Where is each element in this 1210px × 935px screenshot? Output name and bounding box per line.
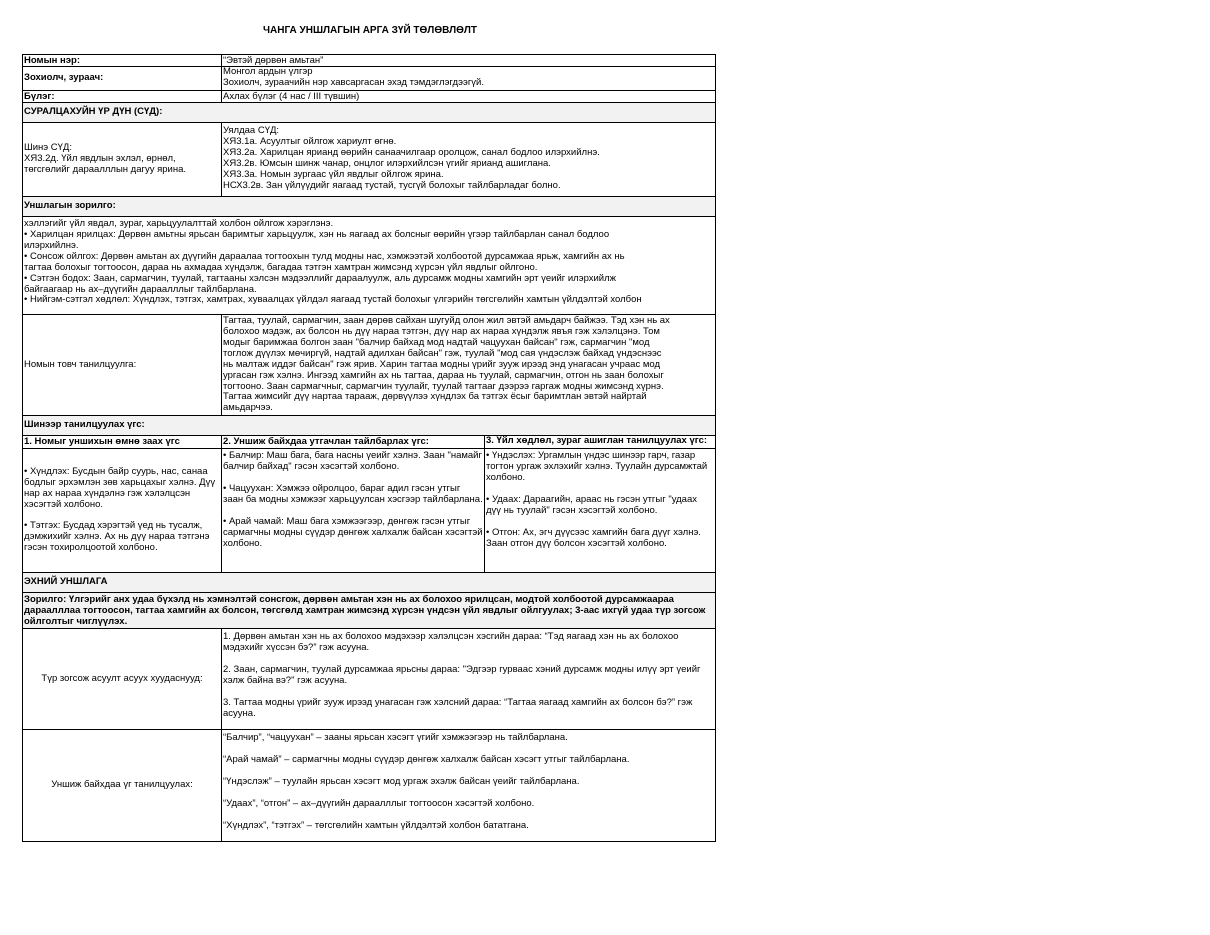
new-outcome-cell: [23, 123, 222, 196]
reading-goal: Зорилго: Үлгэрийг анх удаа бүхэлд нь хэмнэлтэй сонсгож, дөрвөн амьтан хэн нь ах болохоо ярилцсан, модтой холбоотой дурсамжаараа дараалллаа тогтоосон, тагтаа хамгийн ах болсон, төгсгөлд хамтран жимсэнд хүрсэн үндсэн үйл явдлыг ойлгуулах; 3-аас ихгүй удаа түр зогсож ойлголтыг чиглүүлэх.: [24, 594, 706, 627]
reading-goal-row: [22, 593, 716, 629]
linked-outcome-line: ХЯ3.2в. Юмсын шинж чанар, онцлог илэрхийлсэн үгийг ярианд ашиглана.: [223, 157, 551, 169]
objective-line: • Нийгэм-сэтгэл хөдлөл: Хүндлэх, тэтгэх, хамтрах, хуваалцах үйлдэл яагаад тустай болохыг үлгэрийн төгсгөлийн хамтын үйлдэлтэй холбон: [24, 294, 642, 306]
vocab-header-row: [22, 416, 716, 436]
new-outcome-line: ХЯ3.2д. Үйл явдлын эхлэл, өрнөл,: [24, 153, 176, 165]
vocab-item: • Удаах: Дараагийн, араас нь гэсэн утгыг "удаах дүү нь туулай" гэсэн хэсэгтэй холбоно.: [486, 493, 697, 516]
linked-outcome-line: ХЯ3.1а. Асуултыг ойлгож хариулт өгнө.: [223, 135, 397, 147]
objective-line: • Сонсож ойлгох: Дөрвөн амьтан ах дүүгийн дараалаа тогтоохын тулд модны нас, хэмжээтэй холбоотой дурсамжаа ярьж, хамгийн ах нь: [24, 250, 625, 262]
group-label: Бүлэг:: [23, 91, 222, 102]
reading-word-item: “Балчир”, “чацуухан” – зааны ярьсан хэсэгт үгийг хэмжээгээр нь тайлбарлана.: [223, 732, 568, 743]
author-row: [22, 66, 716, 91]
vocab-content-row: [22, 449, 716, 573]
vocab-item: • Хүндлэх: Бусдын байр суурь, нас, санаа бодлыг эрхэмлэн зөв харьцахыг хэлнэ. Дүү нар ах нараа хүндэлнэ гэж хэлэлцсэн хэсэгтэй холбоно.: [24, 465, 216, 510]
summary-line: болохоо мэдэж, ах болсон нь дүү нараа тэтгэн, дүү нар ах нараа хүндэлж явъя гэж хэлэлцэнэ. Том: [223, 325, 660, 337]
summary-line: Тагтаа жимсийг дүү нартаа тарааж, дөрвүүлээ хүндлэх ба тэтгэх ёсыг баримтлан эвтэй найртай: [223, 391, 647, 403]
objectives-header-row: [22, 197, 716, 217]
objectives-header: Уншлагын зорилго:: [24, 200, 116, 212]
new-outcome-line: Шинэ СҮД:: [24, 142, 72, 154]
reading-word-item: “Үндэслэж” – туулайн ярьсан хэсэгт мод ургаж эхэлж байсан үеийг тайлбарлана.: [223, 775, 580, 787]
linked-outcome-line: Уялдаа СҮД:: [223, 125, 280, 136]
vocab-item: • Балчир: Маш бага, бага насны үеийг хэлнэ. Заан "намайг балчир байхад" гэсэн хэсэгтэй холбоно.: [223, 450, 482, 472]
outcomes-header: СУРАЛЦАХУЙН ҮР ДҮН (СҮД):: [24, 106, 163, 118]
summary-row: [22, 315, 716, 416]
book-name-value: “Эвтэй дөрвөн амьтан”: [223, 55, 324, 66]
book-name-label: Номын нэр:: [23, 55, 222, 66]
author-value: [222, 66, 715, 90]
summary-label: Номын товч танилцуулга:: [23, 315, 222, 415]
summary-line: амьдарчээ.: [223, 402, 273, 414]
pause-question: 3. Тагтаа модны үрийг зууж ирээд унагасан гэж хэлсний дараа: “Тагтаа яагаад хамгийн ах болсон бэ?” гэж асууна.: [223, 696, 693, 719]
summary-line: Тагтаа, туулай, сармагчин, заан дөрөв сайхан шугуйд олон жил эвтэй амьдарч байжээ. Тэд хэн нь ах: [223, 315, 670, 326]
reading-words-label: Уншиж байхдаа үг танилцуулах:: [23, 730, 222, 841]
reading-word-item: “Арай чамай” – сармагчны модны сүүдэр дөнгөж халхалж байсан хэсэгт утгыг тайлбарлана.: [223, 753, 630, 765]
summary-line: тогтооно. Заан сармагчныг, сармагчин туулайг, туулай тагтааг дээрээ гаргаж модны жимсэнд хүрнэ.: [223, 380, 664, 392]
vocab-item: • Отгон: Ах, эгч дүүсээс хамгийн бага дүүг хэлнэ. Заан отгон дүү болсон хэсэгтэй холбоно.: [486, 526, 701, 549]
pause-question: 2. Заан, сармагчин, туулай дурсамжаа ярьсны дараа: "Эдгээр гурваас хэний дурсамж модны илүү эрт үеийг хэлж байна вэ?" гэж асууна.: [223, 663, 701, 686]
objective-line: • Сэтгэн бодох: Заан, сармагчин, туулай, тагтааны хэлсэн мэдээллийг дараалуулж, аль дурсамж модны хамгийн эрт үеийг илэрхийлж: [24, 272, 617, 284]
group-value: Ахлах бүлэг (4 нас / III түвшин): [223, 91, 360, 102]
pause-question: 1. Дөрвөн амьтан хэн нь ах болохоо мэдэхээр хэлэлцсэн хэсгийн дараа: “Тэд яагаад хэн нь ах болохоо мэдэхийг хүссэн бэ?” гэж асууна.: [223, 631, 679, 653]
linked-outcome-line: ХЯ3.3а. Номын зургаас үйл явдлыг ойлгож ярина.: [223, 168, 444, 180]
author-line: Монгол ардын үлгэр: [223, 66, 313, 77]
author-label: Зохиолч, зураач:: [23, 66, 222, 90]
pause-questions-label: Түр зогсож асуулт асуух хуудаснууд:: [23, 629, 222, 729]
vocab-col3: [485, 449, 715, 572]
outcomes-row: [22, 123, 716, 197]
objective-line: байгаагаар нь ах–дүүгийн дараалллыг тайлбарлана.: [24, 283, 257, 295]
objective-line: илэрхийлнэ.: [24, 239, 79, 251]
reading-header-row: [22, 573, 716, 593]
page-title: ЧАНГА УНШЛАГЫН АРГА ЗҮЙ ТӨЛӨВЛӨЛТ: [263, 25, 477, 36]
objectives-cell: [23, 217, 715, 314]
reading-word-item: “Удаах”, “отгон” – ах–дүүгийн дараалллыг тогтоосон хэсэгтэй холбоно.: [223, 797, 535, 809]
vocab-header: Шинээр танилцуулах үгс:: [24, 419, 145, 431]
vocab-col2-header: 2. Уншиж байхдаа утгачлан тайлбарлах үгс:: [222, 436, 485, 448]
linked-outcome-line: НСХ3.2в. Зан үйлүүдийг яагаад тустай, тусгүй болохыг тайлбарладаг болно.: [223, 179, 561, 191]
vocab-item: • Чацуухан: Хэмжээ ойролцоо, бараг адил гэсэн утгыг заан ба модны хэмжээг харьцуулсан хэсгээр тайлбарлана.: [223, 482, 483, 505]
summary-line: тоглож дүүлэх мөчиргүй, надтай адилхан байсан" гэж, туулай "мод сая үндэслэж байхад үндэснээс: [223, 347, 662, 359]
summary-text: [222, 315, 715, 415]
objective-line: хэллэгийг үйл явдал, зураг, харьцуулалттай холбон ойлгож хэрэглэнэ.: [24, 218, 334, 229]
vocab-item: • Арай чамай: Маш бага хэмжээгээр, дөнгөж гэсэн утгыг сармагчны модны сүүдэр дөнгөж халхалж байсан хэсэгтэй холбоно.: [223, 515, 483, 549]
vocab-col1: [23, 449, 222, 572]
outcomes-header-row: [22, 103, 716, 123]
pause-questions-row: [22, 629, 716, 730]
reading-words-row: [22, 730, 716, 842]
reading-word-item: “Хүндлэх”, “тэтгэх” – төгсгөлийн хамтын үйлдэлтэй холбон бататгана.: [223, 819, 529, 831]
vocab-col2: [222, 449, 485, 572]
vocab-col1-header: 1. Номыг уншихын өмнө заах үгс: [23, 436, 222, 448]
linked-outcome-line: ХЯ3.2а. Харилцан ярианд өөрийн санаачилгаар оролцож, санал бодлоо илэрхийлнэ.: [223, 146, 600, 158]
linked-outcome-cell: [222, 123, 715, 196]
summary-line: модыг баримжаа болгон заан "балчир байхад мод надтай чацуухан байсан" гэж, сармагчин "мод: [223, 336, 650, 348]
vocab-item: • Үндэслэх: Ургамлын үндэс шинээр гарч, газар тогтон ургаж эхлэхийг хэлнэ. Туулайн дурсамжтай холбоно.: [486, 450, 708, 483]
summary-line: нь малтаж иддэг байсан" гэж ярив. Харин тагтаа модны үрийг зууж ирээд энд унагасан учраас мод: [223, 358, 661, 370]
pause-questions: [222, 629, 715, 729]
objectives-row: [22, 217, 716, 315]
vocab-item: • Тэтгэх: Бусдад хэрэгтэй үед нь тусалж, дэмжихийг хэлнэ. Ах нь дүү нараа тэтгэнэ гэсэн тохиролцоотой холбоно.: [24, 520, 210, 554]
group-row: [22, 91, 716, 103]
summary-line: ургасан гэж хэлнэ. Ингээд хамгийн ах нь тагтаа, дараа нь туулай, сармагчин, отгон нь заан болохыг: [223, 369, 664, 381]
vocab-columns-row: [22, 436, 716, 449]
new-outcome-line: төгсгөлийг дараалллын дагуу ярина.: [24, 163, 187, 175]
reading-words: [222, 730, 715, 841]
objective-line: тагтаа болохыг тогтоосон, дараа нь ахмадаа хүндэлж, багадаа тэтгэн хамтран жимсэнд хүрсэн үйл явдлыг ойлгоно.: [24, 261, 538, 273]
objective-line: • Харилцан ярилцах: Дөрвөн амьтны ярьсан баримтыг харьцуулж, хэн нь яагаад ах болсныг өөрийн үгээр тайлбарлан санал бодлоо: [24, 228, 610, 240]
author-line: Зохиолч, зураачийн нэр хавсаргасан эхэд тэмдэглэгдээгүй.: [223, 76, 484, 88]
reading-header: ЭХНИЙ УНШЛАГА: [24, 576, 108, 588]
vocab-col3-header: 3. Үйл хөдлөл, зураг ашиглан танилцуулах үгс:: [486, 436, 708, 446]
